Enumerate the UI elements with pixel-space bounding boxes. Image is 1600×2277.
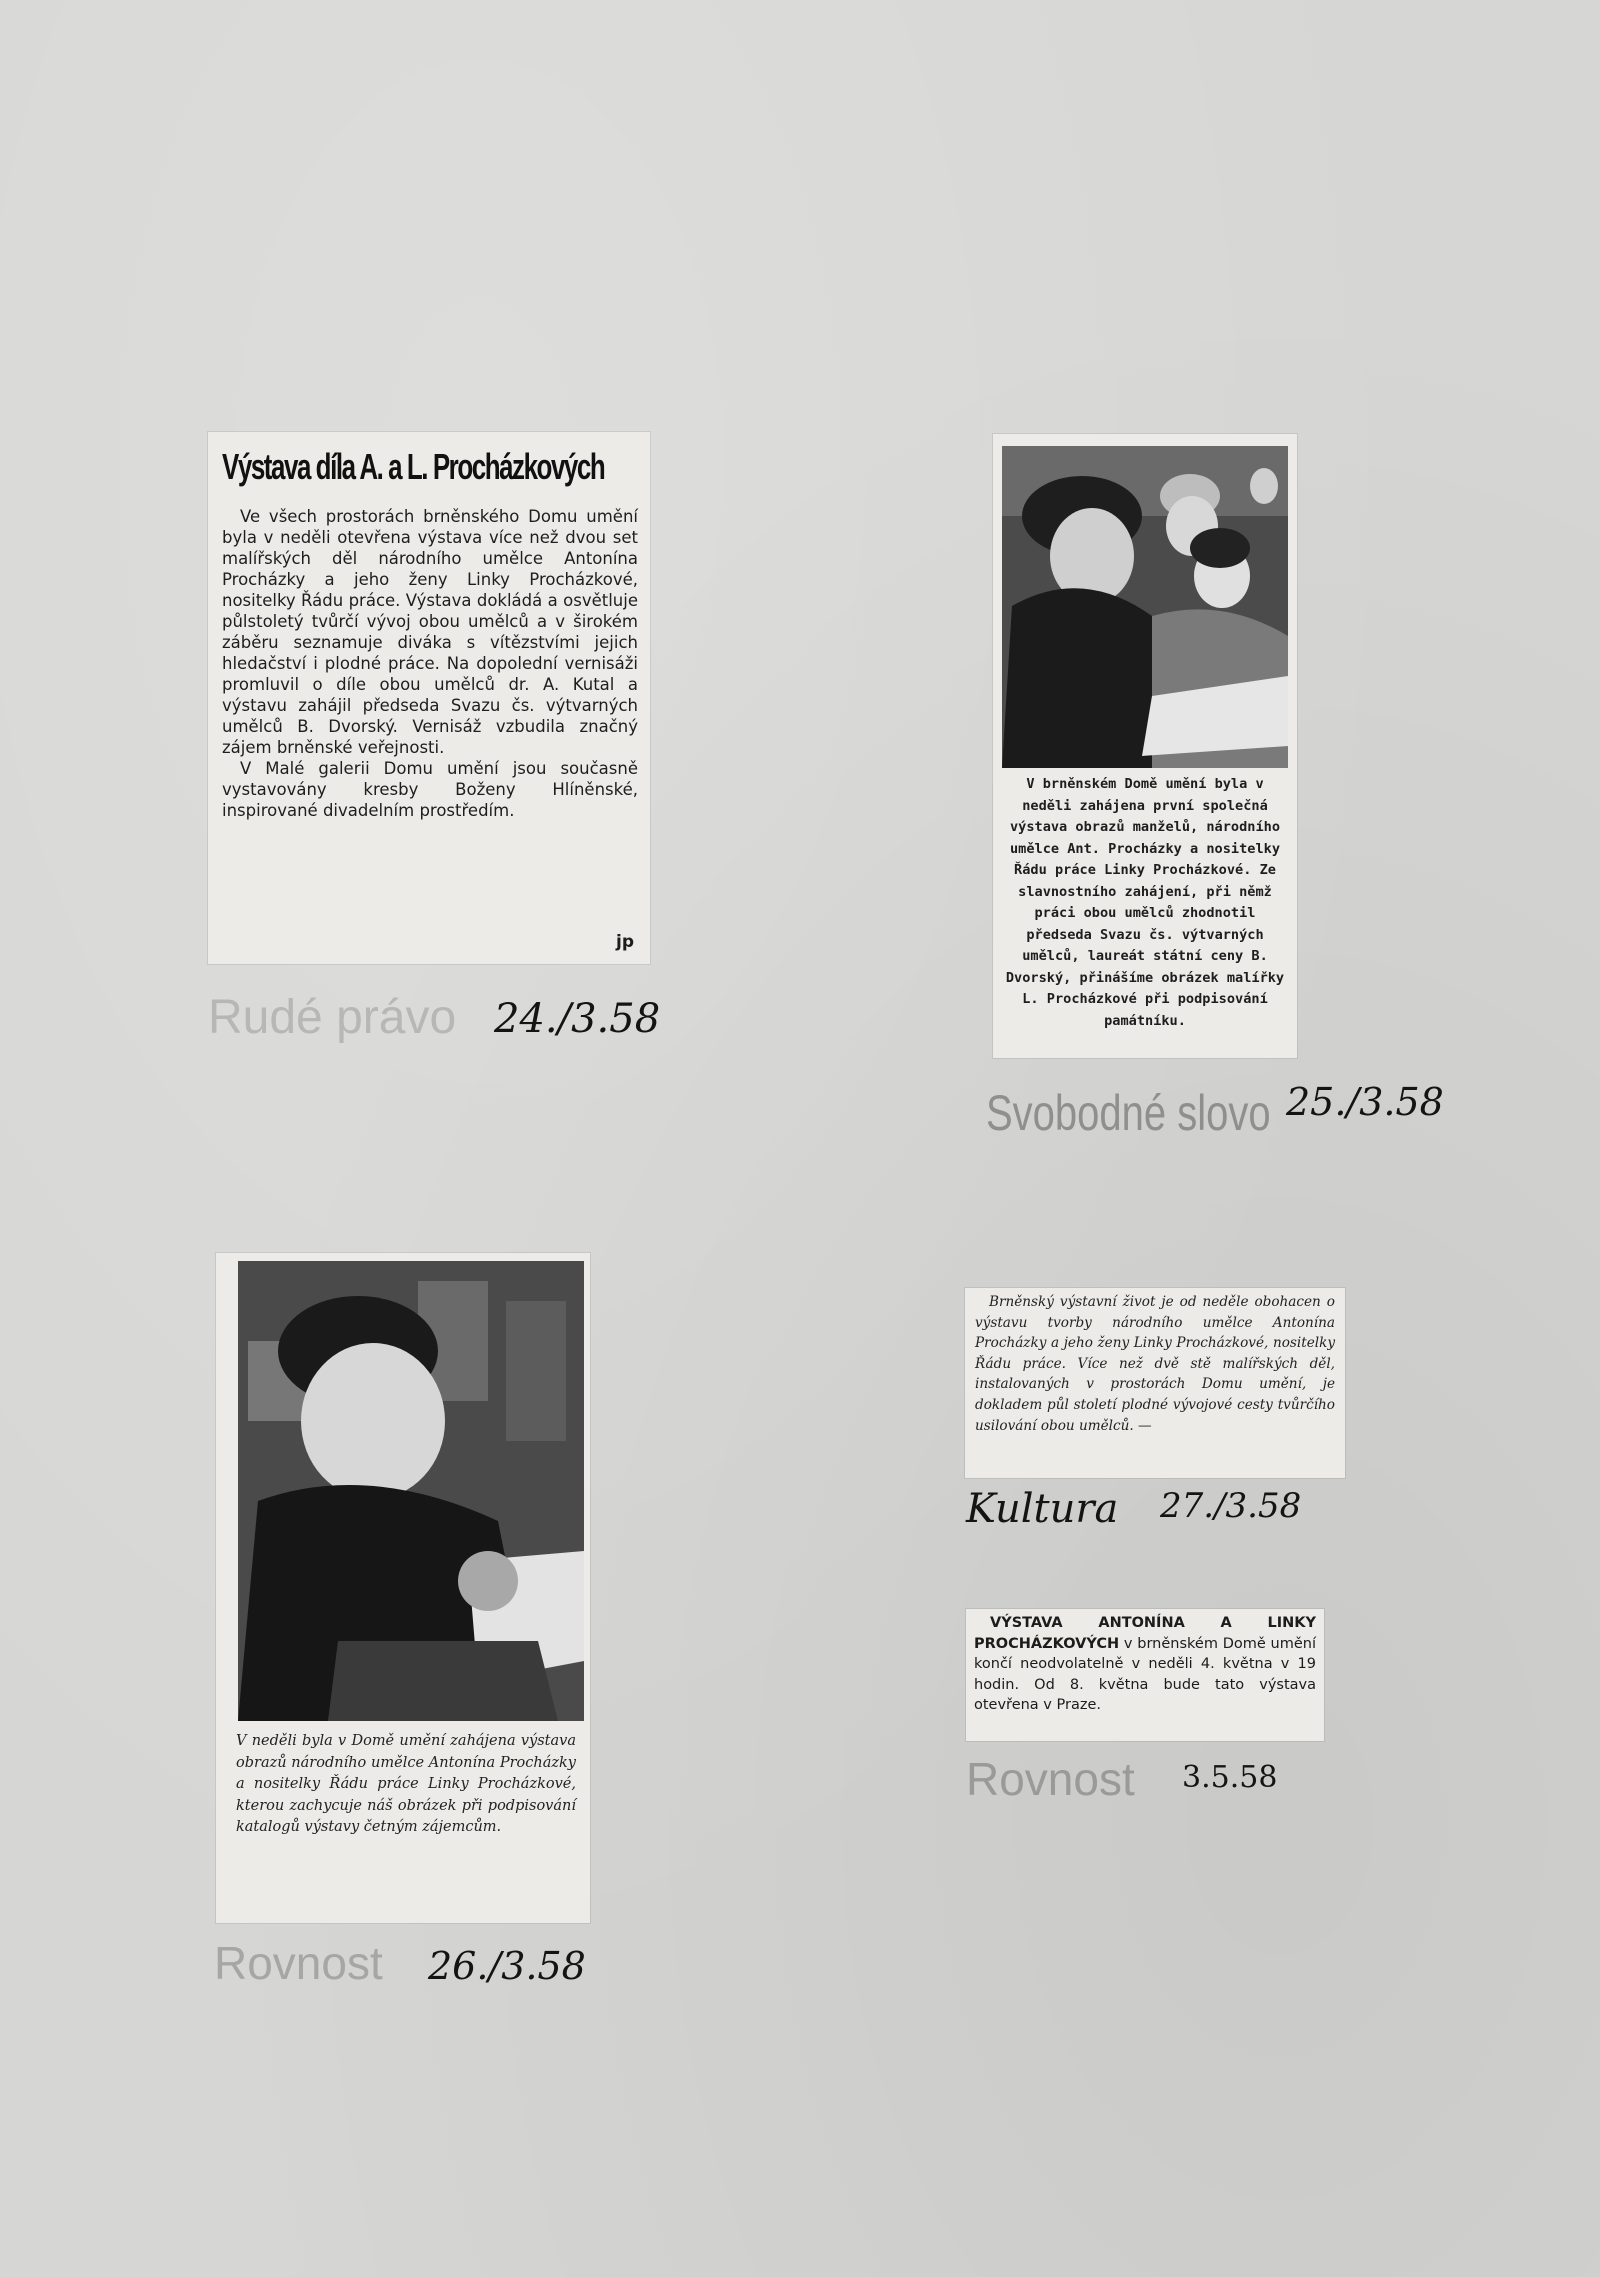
photo-caption: V brněnském Domě umění byla v neděli zahájena první společná výstava obrazů manželů, národního umělce Ant. Procházky a nositelky Řádu práce Linky Procházkové. Ze slavnostního zahájení, při němž práci obou umělců zhodnotil předseda Svazu čs. výtvarných umělců, laureát státní ceny B. Dvorský, přinášíme obrázek malířky L. Procházkové při podpisování památníku. <box>1005 776 1285 1029</box>
clipping-svobodne-slovo <box>993 434 1297 1058</box>
article-author: jp <box>616 932 634 952</box>
article-text: Brněnský výstavní život je od neděle obohacen o výstavu tvorby národního umělce Antonína Procházky a jeho ženy Linky Procházkové, nositelky Řádu práce. Více než dvě stě malířských děl, instalovaných v prostorách Domu umění, je dokladem půl století plodné vývojové cesty tvůrčího usilování obou umělců. — <box>975 1294 1335 1434</box>
notice-body: v brněnském Domě umění končí neodvolatelně v neděli 4. května v 19 hodin. Od 8. května bude tato výstava otevřena v Praze. <box>974 1635 1316 1713</box>
photo-caption: V neděli byla v Domě umění zahájena výstava obrazů národního umělce Antonína Procházky a nositelky Řádu práce Linky Procházkové, kterou zachycuje náš obrázek při podpisování katalogů výstavy četným zájemcům. <box>236 1733 576 1836</box>
handwritten-date: 26./3.58 <box>428 1944 586 1988</box>
handwritten-date: 3.5.58 <box>1182 1760 1278 1795</box>
article-paragraph-2: V Malé galerii Domu umění jsou současně vystavovány kresby Boženy Hlíněnské, inspirované divadelním prostředím. <box>222 759 638 820</box>
newspaper-stamp-rovnost: Rovnost <box>214 1937 383 1989</box>
notice-title: VÝSTAVA ANTONÍNA A LINKY PROCHÁZKOVÝCH <box>974 1615 1316 1652</box>
article-headline: Výstava díla A. a L. Procházkových <box>222 446 605 487</box>
newspaper-stamp-rude-pravo: Rudé právo <box>208 991 457 1044</box>
handwritten-date: 27./3.58 <box>1160 1486 1302 1526</box>
handwritten-date: 25./3.58 <box>1286 1080 1444 1124</box>
photo-painter-signing-guestbook <box>1002 446 1288 768</box>
clipping-rovnost-photo <box>216 1253 590 1923</box>
article-paragraph-1: Ve všech prostorách brněnského Domu umění byla v neděli otevřena výstava více než dvou set malířských děl národního umělce Antonína Procházky a jeho ženy Linky Procházkové, nositelky Řádu práce. Výstava dokládá a osvětluje půlstoletý tvůrčí vývoj obou umělců a v širokém záběru seznamuje diváka s vítězstvími jejich hledačství i plodné práce. Na dopolední vernisáži promluvil o díle obou umělců dr. A. Kutal a výstavu zahájil předseda Svazu čs. výtvarných umělců B. Dvorský. Vernisáž vzbudila značný zájem brněnské veřejnosti. <box>222 507 638 757</box>
notice-text <box>974 1613 1316 1716</box>
photo-painter-signing-catalogues <box>238 1261 584 1721</box>
clipping-rovnost-notice <box>966 1609 1324 1741</box>
clipping-rude-pravo <box>208 432 650 964</box>
newspaper-stamp-rovnost: Rovnost <box>966 1753 1135 1805</box>
photo-figure <box>238 1261 584 1721</box>
handwritten-date: 24./3.58 <box>494 996 661 1042</box>
clipping-kultura <box>965 1288 1345 1478</box>
photo-figures <box>1002 446 1288 768</box>
newspaper-stamp-svobodne-slovo: Svobodné slovo <box>986 1085 1271 1141</box>
newspaper-label-kultura: Kultura <box>966 1486 1119 1532</box>
